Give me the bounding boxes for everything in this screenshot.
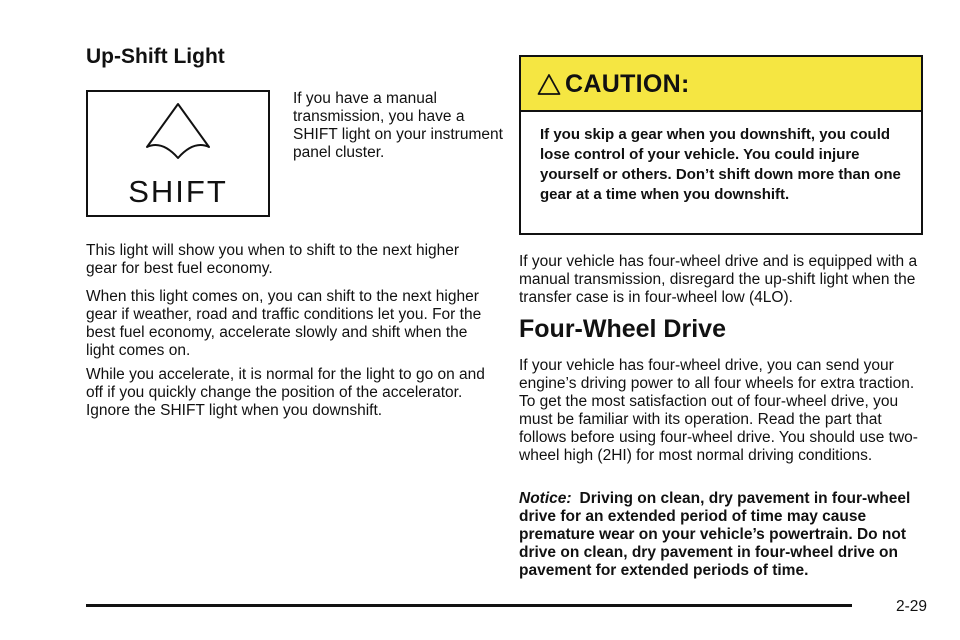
shift-light-symbol [86, 90, 270, 217]
section-title-four-wheel-drive: Four-Wheel Drive [519, 315, 726, 343]
caution-text: If you skip a gear when you downshift, you could lose control of your vehicle. You could injure yourself or others. Don’t shift down more than one gear at a time when you downshift. [540, 126, 901, 203]
notice-paragraph [519, 490, 929, 580]
notice-label: Notice: [519, 490, 572, 507]
notice-text: Driving on clean, dry pavement in four-wheel drive for an extended period of time may cause premature wear on your vehicle’s powertrain. Do not drive on clean, dry pavement in four-wheel drive on pavement for extended periods of time. [519, 490, 911, 579]
warning-triangle-icon [537, 73, 561, 97]
caution-box [519, 55, 923, 235]
footer-rule [86, 604, 852, 607]
upshift-arrow-icon [147, 104, 209, 158]
caution-header [521, 57, 921, 112]
shift-symbol-text: SHIFT [128, 174, 228, 209]
page-number: 2-29 [896, 598, 928, 615]
caution-title: CAUTION: [565, 70, 690, 98]
upshift-paragraph-3: While you accelerate, it is normal for the light to go on and off if you quickly change the position of the accelerator. Ignore the SHIFT light when you downshift. [86, 366, 485, 419]
upshift-paragraph-2: When this light comes on, you can shift to the next higher gear if weather, road and traffic conditions let you. For the best fuel economy, accelerate slowly and shift when the light comes on. [86, 288, 482, 359]
upshift-intro-text: If you have a manual transmission, you have a SHIFT light on your instrument panel cluster. [293, 90, 503, 161]
four-wheel-drive-paragraph: If your vehicle has four-wheel drive, you can send your engine’s driving power to all four wheels for extra traction. To get the most satisfaction out of four-wheel drive, you must be familiar with its operation. Read the part that follows before using four-wheel drive. You should use two-wheel high (2HI) for most normal driving conditions. [519, 357, 918, 464]
section-title-upshift-light: Up-Shift Light [86, 45, 225, 68]
upshift-4lo-text: If your vehicle has four-wheel drive and is equipped with a manual transmission, disregard the up-shift light when the transfer case is in four-wheel low (4LO). [519, 253, 918, 306]
upshift-paragraph-1: This light will show you when to shift to the next higher gear for best fuel economy. [86, 242, 460, 277]
